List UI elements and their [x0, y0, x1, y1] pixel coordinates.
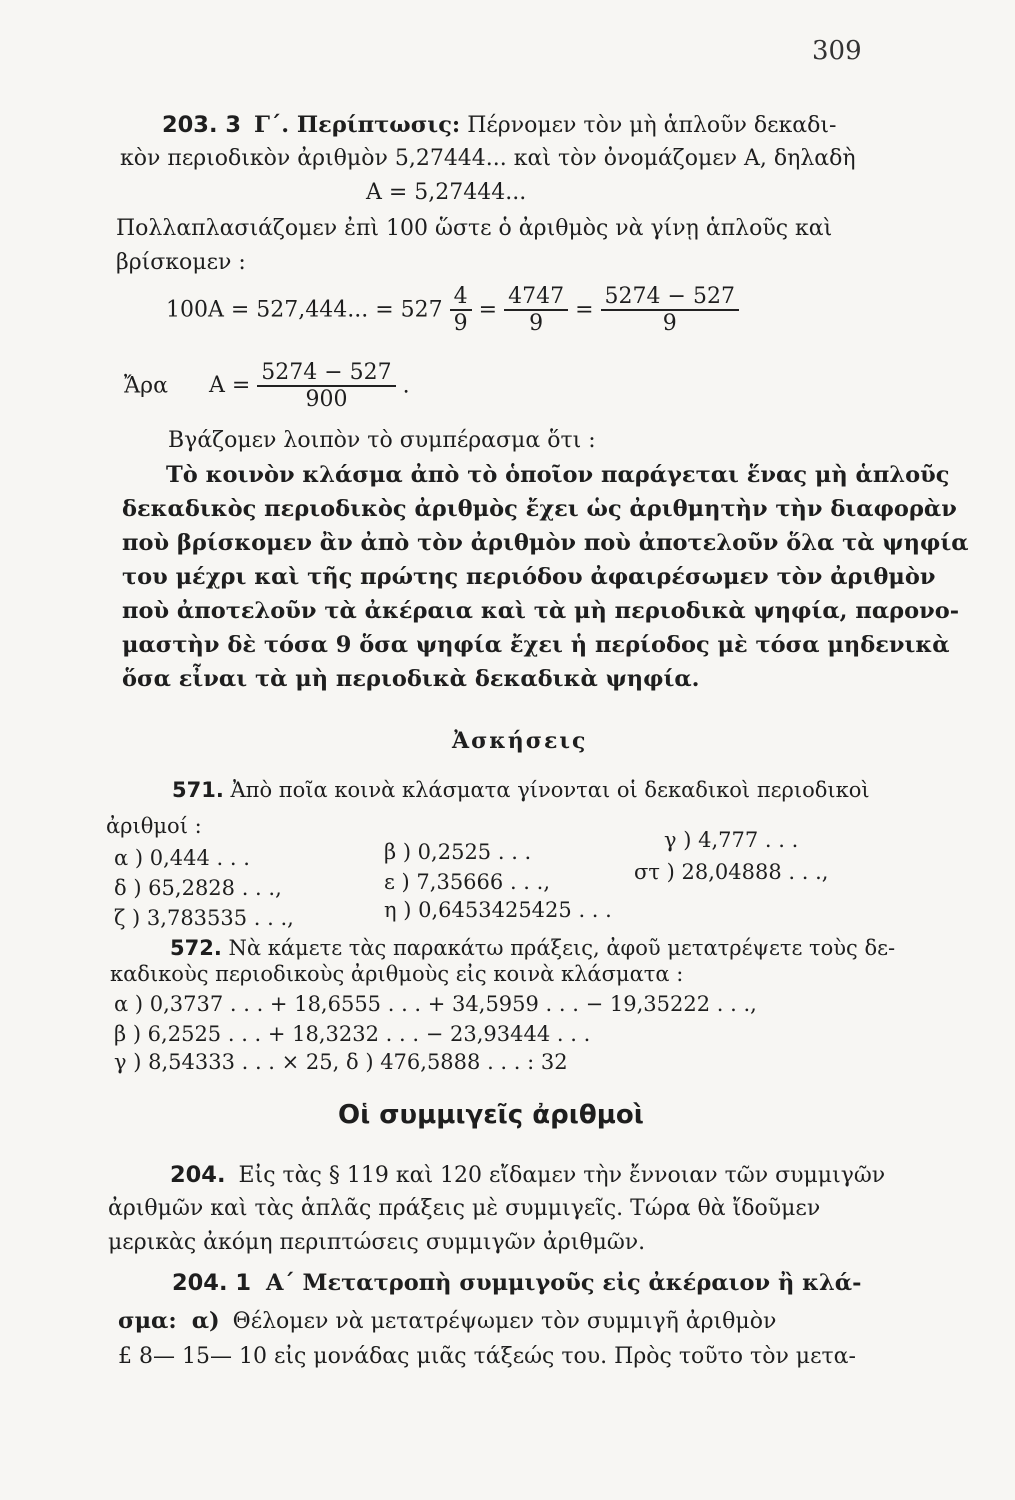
ex572-b: β ) 6,2525 . . . + 18,3232 . . . − 23,93444 . . .	[114, 1022, 591, 1046]
eq2-f2-numerator: 4747	[504, 284, 568, 311]
rule-line-4: του μέχρι καὶ τῆς πρώτης περιόδου ἀφαιρέσωμεν τὸν ἀριθμὸν	[122, 564, 936, 590]
ex571-text2: ἀριθμοί :	[106, 814, 202, 838]
case-c-eq2	[166, 284, 739, 337]
eq2-equals-2: =	[575, 297, 594, 323]
ex571-a: α ) 0,444 . . .	[114, 846, 250, 870]
ex571-number: 571.	[172, 778, 224, 802]
ex572-c: γ ) 8,54333 . . . × 25, δ ) 476,5888 . . . : 32	[114, 1050, 568, 1074]
section-heading: Οἱ συμμιγεῖς ἀριθμοὶ	[338, 1100, 644, 1130]
ex571-d: δ ) 65,2828 . . .,	[114, 876, 282, 900]
case-c-label: Γ΄. Περίπτωσις:	[254, 112, 461, 138]
case-c-number: 203. 3	[162, 112, 242, 138]
p2041-a: α)	[191, 1308, 220, 1334]
eq2-f1-denominator: 9	[453, 311, 468, 337]
conclusion-intro: Βγάζομεν λοιπὸν τὸ συμπέρασμα ὅτι :	[168, 428, 596, 453]
p2041-title: Α΄ Μετατροπὴ συμμιγοῦς εἰς ἀκέραιον ἢ κλά-	[266, 1270, 862, 1296]
case-c-line1	[162, 112, 836, 138]
eq3-period: .	[402, 373, 410, 399]
p2041-text2: £ 8— 15— 10 εἰς μονάδας μιᾶς τάξεώς του. Πρὸς τοῦτο τὸν μετα-	[118, 1344, 856, 1369]
p204-line1	[170, 1162, 885, 1188]
ex571-text1: Ἀπὸ ποῖα κοινὰ κλάσματα γίνονται οἱ δεκαδικοὶ περιοδικοὶ	[230, 778, 870, 802]
page-number: 309	[812, 36, 862, 66]
eq2-left: 100Α = 527,444... = 527	[166, 297, 443, 323]
ex572-text2: καδικοὺς περιοδικοὺς ἀριθμοὺς εἰς κοινὰ κλάσματα :	[110, 962, 684, 986]
ex571-f: στ ) 28,04888 . . .,	[634, 860, 829, 884]
ex572-a: α ) 0,3737 . . . + 18,6555 . . . + 34,5959 . . . − 19,35222 . . .,	[114, 992, 757, 1016]
ex571-e: ε ) 7,35666 . . .,	[384, 870, 550, 894]
ex572-line1	[170, 936, 895, 960]
case-c-text1: Πέρνομεν τὸν μὴ ἁπλοῦν δεκαδι-	[467, 113, 837, 138]
eq3-left: Α =	[208, 373, 251, 399]
p204-number: 204.	[170, 1162, 226, 1188]
p204-text2: ἀριθμῶν καὶ τὰς ἁπλᾶς πράξεις μὲ συμμιγεῖς. Τώρα θὰ ἴδοῦμεν	[108, 1196, 821, 1221]
p2041-line2	[118, 1308, 776, 1334]
case-c-text3: Πολλαπλασιάζομεν ἐπὶ 100 ὥστε ὁ ἀριθμὸς νὰ γίνῃ ἁπλοῦς καὶ	[116, 216, 833, 241]
eq3-fraction	[257, 360, 395, 413]
case-c-text2: κὸν περιοδικὸν ἀριθμὸν 5,27444... καὶ τὸν ὀνομάζομεν Α, δηλαδὴ	[120, 146, 856, 171]
ex571-line1	[172, 778, 870, 802]
ex572-number: 572.	[170, 936, 222, 960]
eq2-equals: =	[478, 297, 498, 323]
ex571-g: ζ ) 3,783535 . . .,	[114, 906, 294, 930]
rule-line-7: ὅσα εἶναι τὰ μὴ περιοδικὰ δεκαδικὰ ψηφία.	[122, 666, 700, 692]
p2041-line1	[172, 1270, 861, 1296]
p2041-text1: Θέλομεν νὰ μετατρέψωμεν τὸν συμμιγῆ ἀριθμὸν	[232, 1309, 777, 1334]
rule-line-5: ποὺ ἀποτελοῦν τὰ ἀκέραια καὶ τὰ μὴ περιοδικὰ ψηφία, παρονο-	[122, 598, 960, 624]
ex571-b: β ) 0,2525 . . .	[384, 840, 532, 864]
ex571-h: η ) 0,6453425425 . . .	[384, 898, 612, 922]
case-c-text4: βρίσκομεν :	[116, 250, 246, 275]
eq2-fraction-2	[504, 284, 568, 337]
eq2-fraction-3	[601, 284, 739, 337]
ara-word: Ἄρα	[124, 373, 168, 399]
eq3-numerator: 5274 − 527	[257, 360, 395, 387]
p204-text1: Εἰς τὰς § 119 καὶ 120 εἴδαμεν τὴν ἔννοιαν τῶν συμμιγῶν	[238, 1163, 886, 1188]
case-c-eq3	[124, 360, 410, 413]
rule-line-3: ποὺ βρίσκομεν ἂν ἀπὸ τὸν ἀριθμὸν ποὺ ἀποτελοῦν ὅλα τὰ ψηφία	[122, 530, 969, 556]
ex571-c: γ ) 4,777 . . .	[664, 828, 799, 852]
eq2-fraction-1	[450, 284, 472, 337]
p2041-title2: σμα:	[118, 1308, 177, 1334]
exercises-heading: Ἀσκήσεις	[452, 728, 588, 754]
eq2-f1-numerator: 4	[450, 284, 472, 311]
eq3-denominator: 900	[305, 387, 348, 413]
eq2-f3-numerator: 5274 − 527	[601, 284, 739, 311]
rule-line-1: Τὸ κοινὸν κλάσμα ἀπὸ τὸ ὁποῖον παράγεται ἕνας μὴ ἁπλοῦς	[166, 462, 950, 488]
p204-text3: μερικὰς ἀκόμη περιπτώσεις συμμιγῶν ἀριθμῶν.	[108, 1230, 646, 1255]
rule-line-2: δεκαδικὸς περιοδικὸς ἀριθμὸς ἔχει ὡς ἀριθμητὴν τὴν διαφορὰν	[122, 496, 957, 522]
ex572-text1: Νὰ κάμετε τὰς παρακάτω πράξεις, ἀφοῦ μετατρέψετε τοὺς δε-	[228, 936, 896, 960]
p2041-number: 204. 1	[172, 1270, 252, 1296]
eq2-f3-denominator: 9	[662, 311, 677, 337]
case-c-eq1: Α = 5,27444...	[366, 180, 527, 205]
eq2-f2-denominator: 9	[529, 311, 544, 337]
rule-line-6: μαστὴν δὲ τόσα 9 ὅσα ψηφία ἔχει ἡ περίοδος μὲ τόσα μηδενικὰ	[122, 632, 950, 658]
